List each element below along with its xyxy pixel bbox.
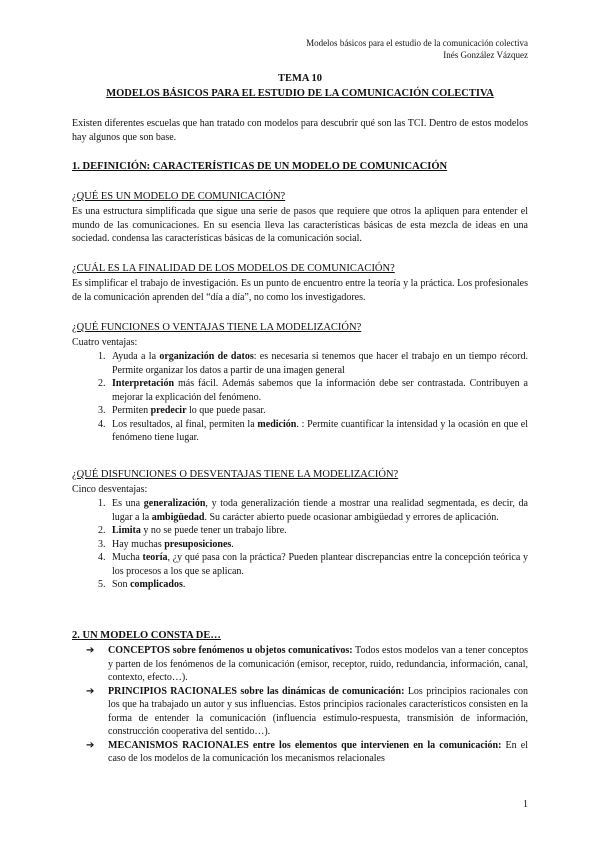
- arrow-icon: ➔: [86, 645, 95, 656]
- page-number: 1: [523, 799, 528, 810]
- list-item: 5. Son complicados.: [108, 578, 528, 592]
- list-item: 1. Ayuda a la organización de datos: es necesaria si tenemos que hacer el trabajo en un tiempo récord. Permite organizar los datos a partir de una imagen general: [108, 350, 528, 377]
- list-item: 2. Limita y no se puede tener un trabajo libre.: [108, 524, 528, 538]
- components-list: [72, 644, 528, 766]
- q2-title: ¿CUÁL ES LA FINALIDAD DE LOS MODELOS DE COMUNICACIÓN?: [72, 263, 395, 274]
- list-item: 3. Hay muchas presuposiciones.: [108, 538, 528, 552]
- section-1-heading: 1. DEFINICIÓN: CARACTERÍSTICAS DE UN MODELO DE COMUNICACIÓN: [72, 161, 448, 172]
- running-header: [306, 37, 528, 61]
- list-item: 4. Los resultados, al final, permiten la medición. : Permite cuantificar la intensidad y la ocasión en que el fenómeno tiene lugar.: [108, 418, 528, 445]
- arrow-icon: ➔: [86, 685, 95, 697]
- q1-text: Es una estructura simplificada que sigue una serie de pasos que requiere que otros la apliquen para entender el mundo de las comunicaciones. En su esencia lleva las características básicas de esta mezcla de ideas en una sociedad. condensa las características básicas de la comunicación social.: [72, 206, 528, 244]
- list-item: 2. Interpretación más fácil. Además sabemos que la información debe ser contrastada. Contribuyen a mejorar la explicación del fenómeno.: [108, 377, 528, 404]
- section-2-heading: 2. UN MODELO CONSTA DE…: [72, 630, 221, 641]
- q4-lead: Cinco desventajas:: [72, 484, 148, 495]
- header-line-1: Modelos básicos para el estudio de la comunicación colectiva: [306, 38, 528, 48]
- list-item: 3. Permiten predecir lo que puede pasar.: [108, 404, 528, 418]
- q3-title: ¿QUÉ FUNCIONES O VENTAJAS TIENE LA MODELIZACIÓN?: [72, 322, 362, 333]
- list-item: 1. Es una generalización, y toda generalización tiende a mostrar una realidad segmentada, es decir, da lugar a la ambigüedad. Su carácter abierto puede ocasionar ambigüedad y errores de aplicación.: [108, 497, 528, 524]
- chapter-title: MODELOS BÁSICOS PARA EL ESTUDIO DE LA COMUNICACIÓN COLECTIVA: [106, 88, 494, 99]
- advantages-list: [72, 350, 528, 445]
- q4-title: ¿QUÉ DISFUNCIONES O DESVENTAJAS TIENE LA MODELIZACIÓN?: [72, 469, 399, 480]
- header-line-2: Inés González Vázquez: [443, 50, 528, 60]
- list-item: ➔ MECANISMOS RACIONALES entre los elementos que intervienen en la comunicación: En el caso de los modelos de la comunicación los mecanismos relacionales: [86, 739, 528, 764]
- q2-text: Es simplificar el trabajo de investigación. Es un punto de encuentro entre la teoría y la práctica. Los profesionales de la comunicación aprenden del “día a día”, no como los investigadores.: [72, 278, 528, 303]
- arrow-icon: ➔: [86, 739, 95, 751]
- list-item: ➔ PRINCIPIOS RACIONALES sobre las dinámicas de comunicación: Los principios racionales con los que ha trabajado un autor y sus influencias. Estos principios racionales característicos consisten en la forma de entender la comunicación (influencia estímulo-respuesta, transmisión de información, construcción cooperativa del sentido…).: [86, 685, 529, 737]
- intro-paragraph: Existen diferentes escuelas que han tratado con modelos para descubrir qué son las TCI. Dentro de estos modelos hay algunos que son base.: [72, 118, 528, 143]
- disadvantages-list: [72, 497, 528, 592]
- q1-title: ¿QUÉ ES UN MODELO DE COMUNICACIÓN?: [72, 191, 286, 202]
- list-item: ➔ CONCEPTOS sobre fenómenos u objetos comunicativos: Todos estos modelos van a tener conceptos y parten de los fenómenos de la comunicación (emisor, receptor, ruido, redundancia, información, canal, contexto, efecto…).: [86, 645, 528, 683]
- chapter-number: TEMA 10: [277, 73, 323, 84]
- list-item: 4. Mucha teoría, ¿y qué pasa con la práctica? Pueden plantear discrepancias entre la concepción teórica y los procesos a los que se aplican.: [108, 551, 528, 578]
- q3-lead: Cuatro ventajas:: [72, 337, 138, 348]
